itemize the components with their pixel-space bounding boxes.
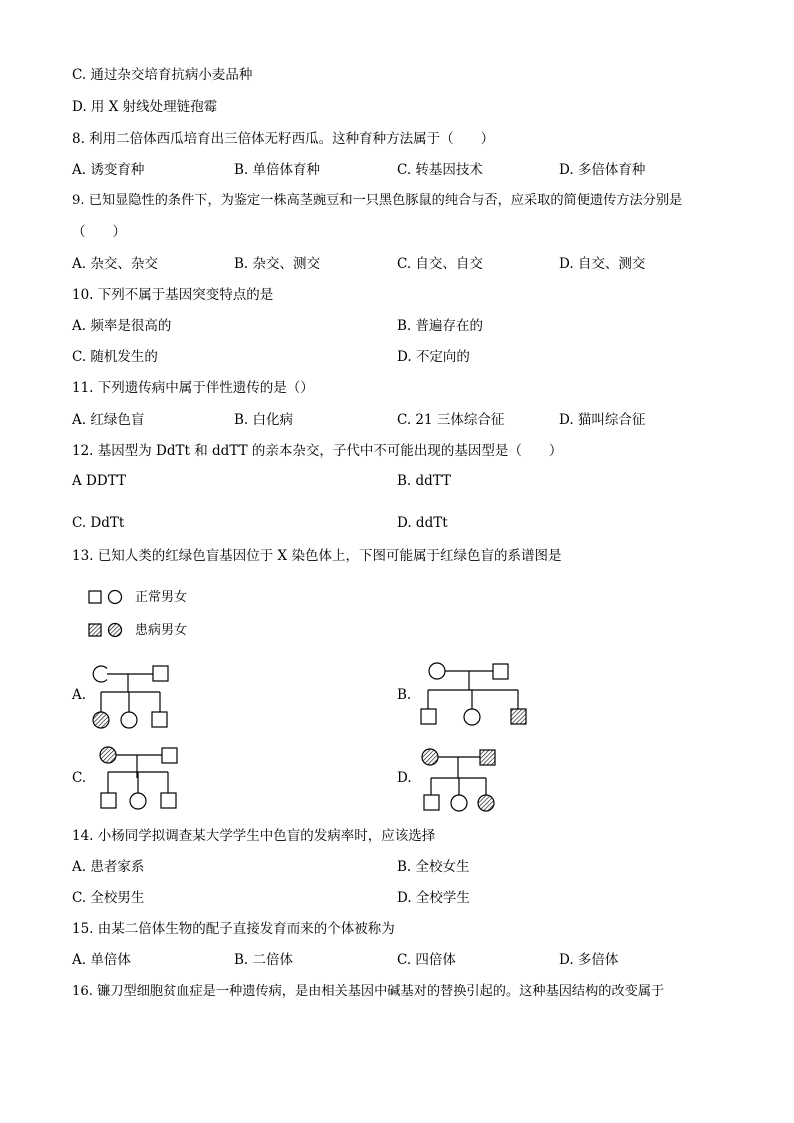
q12-stem: 12. 基因型为 DdTt 和 ddTT 的亲本杂交，子代中不可能出现的基因型是（ ） [72,443,563,459]
pedigree-d-daughter1-icon [451,795,467,811]
pedigree-b-son2-icon [511,709,526,724]
pedigree-d-daughter2-icon [478,795,494,811]
pedigree-a-daughter2-icon [121,712,137,728]
pedigree-b-father-icon [493,664,508,679]
q14-stem: 14. 小杨同学拟调查某大学学生中色盲的发病率时，应该选择 [72,828,436,844]
pedigree-d [416,742,526,822]
q10-option-d: D. 不定向的 [397,349,470,365]
q8-stem: 8. 利用二倍体西瓜培育出三倍体无籽西瓜。这种育种方法属于（ ） [72,131,495,147]
q10-option-a: A. 频率是很高的 [72,318,172,334]
pedigree-a-mother-icon [93,666,107,682]
q15-option-b: B. 二倍体 [234,952,294,968]
q8-option-b: B. 单倍体育种 [234,162,321,178]
q10-option-c: C. 随机发生的 [72,349,158,365]
q9-stem-cont: （ ） [72,224,126,240]
pedigree-c-son2-icon [161,793,176,808]
pedigree-b-son1-icon [421,709,436,724]
q9-option-c: C. 自交、自交 [397,256,483,272]
pedigree-c-mother-icon [100,747,116,763]
pedigree-label-b: B. [397,687,412,703]
pedigree-label-d: D. [397,770,412,786]
q14-option-a: A. 患者家系 [72,859,145,875]
q15-option-c: C. 四倍体 [397,952,456,968]
q8-option-c: C. 转基因技术 [397,162,483,178]
pedigree-a-father-icon [153,666,168,681]
q9-option-b: B. 杂交、测交 [234,256,321,272]
q11-stem: 11. 下列遗传病中属于伴性遗传的是（） [72,380,314,396]
legend-normal-female-icon [109,591,122,604]
q8-option-d: D. 多倍体育种 [559,162,646,178]
q12-option-d: D. ddTt [397,515,448,531]
pedigree-b-daughter-icon [464,709,480,725]
q15-option-a: A. 单倍体 [72,952,131,968]
legend-normal-symbols [88,589,128,609]
pedigree-d-son-icon [424,795,439,810]
q11-option-b: B. 白化病 [234,412,294,428]
pedigree-label-c: C. [72,770,87,786]
pedigree-label-a: A. [72,687,87,703]
legend-affected-symbols [88,622,128,642]
pedigree-c-daughter-icon [130,793,146,809]
q11-option-c: C. 21 三体综合征 [397,412,505,428]
pedigree-a-daughter1-icon [93,712,109,728]
q14-option-d: D. 全校学生 [397,890,470,906]
q12-option-b: B. ddTT [397,473,452,489]
pedigree-d-father-icon [480,750,495,765]
pedigree-b-mother-icon [429,663,445,679]
legend-affected-female-icon [109,624,122,637]
q9-option-a: A. 杂交、杂交 [72,256,158,272]
q11-option-a: A. 红绿色盲 [72,412,145,428]
q8-option-a: A. 诱变育种 [72,162,145,178]
q12-option-a: A DDTT [72,473,126,489]
q7-option-c: C. 通过杂交培育抗病小麦品种 [72,67,253,83]
legend-affected-label: 患病男女 [135,623,188,638]
q13-stem: 13. 已知人类的红绿色盲基因位于 X 染色体上，下图可能属于红绿色盲的系谱图是 [72,548,562,564]
legend-affected-male-icon [89,624,101,636]
q14-option-b: B. 全校女生 [397,859,470,875]
q10-stem: 10. 下列不属于基因突变特点的是 [72,287,274,303]
pedigree-c [92,742,202,822]
q15-stem: 15. 由某二倍体生物的配子直接发育而来的个体被称为 [72,921,395,937]
q9-option-d: D. 自交、测交 [559,256,646,272]
legend-normal-male-icon [89,591,101,603]
pedigree-c-father-icon [162,748,177,763]
pedigree-c-son1-icon [101,793,116,808]
q10-option-b: B. 普遍存在的 [397,318,484,334]
q16-stem: 16. 镰刀型细胞贫血症是一种遗传病，是由相关基因中碱基对的替换引起的。这种基因结构的改变属于 [72,984,665,999]
pedigree-a [88,660,198,740]
q9-stem: 9. 已知显隐性的条件下，为鉴定一株高茎豌豆和一只黑色豚鼠的纯合与否，应采取的简便遗传方法分别是 [72,193,683,208]
q15-option-d: D. 多倍体 [559,952,619,968]
pedigree-b [418,660,538,740]
q11-option-d: D. 猫叫综合征 [559,412,646,428]
q14-option-c: C. 全校男生 [72,890,145,906]
pedigree-d-mother-icon [422,749,438,765]
q7-option-d: D. 用 X 射线处理链孢霉 [72,99,218,115]
pedigree-a-son-icon [152,712,167,727]
legend-normal-label: 正常男女 [135,590,188,605]
q12-option-c: C. DdTt [72,515,125,531]
